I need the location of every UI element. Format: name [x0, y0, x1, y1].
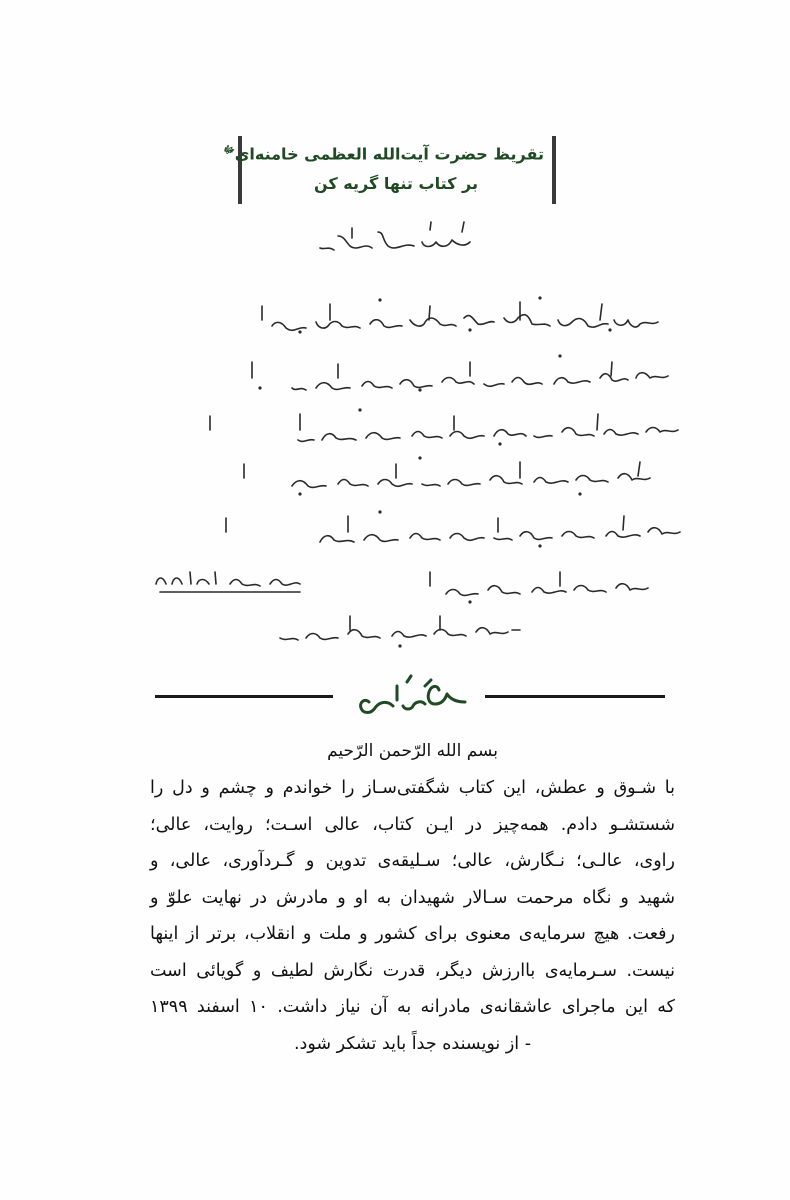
honorific-glyph: ﷻ — [223, 145, 235, 156]
heading-title-line1: تقریظ حضرت آیت‌الله العظمی خامنه‌ای — [234, 144, 544, 164]
signature-divider — [155, 672, 665, 722]
handwritten-line-7 — [280, 616, 520, 640]
handwriting-dots — [258, 296, 611, 647]
divider-rule-left — [155, 695, 333, 698]
handwritten-basmala — [320, 222, 470, 250]
signature-mark — [345, 672, 477, 722]
transcript-line: شهید و نگاه مرحمت سـالار شهیدان به او و مادرش در نهایت علوّ و — [150, 887, 675, 908]
transcript-line: که این ماجرای عاشقانه‌ی مادرانه به آن نیاز داشت. ۱۰ اسفند ۱۳۹۹ — [150, 997, 675, 1017]
heading-line-1 — [223, 136, 544, 169]
handwritten-line-1 — [262, 302, 658, 330]
transcript-line: رفعت. هیچ سرمایه‌ی معنوی برای کشور و ملت و انقلاب، برتر از اینها — [150, 924, 675, 944]
handwritten-line-2 — [252, 362, 668, 390]
taqriz-heading — [223, 132, 556, 208]
transcript-basmala: بسم الله الرّحمن الرّحیم — [327, 741, 498, 761]
handwritten-line-3 — [210, 414, 678, 441]
heading-text — [223, 136, 544, 199]
handwritten-line-5 — [226, 516, 680, 542]
handwritten-line-4 — [244, 462, 650, 487]
transcript-line: با شـوق و عطش، این کتاب شگفتی‌سـاز را خواندم و چشم و دل را — [150, 778, 675, 798]
divider-rule-right — [485, 695, 665, 698]
transcript-line: راوی، عالـی؛ نـگارش، عالی؛ سـلیقه‌ی تدوین و گـردآوری، عالی، و — [150, 851, 675, 871]
typeset-transcription — [150, 732, 675, 1062]
transcript-line: شستشـو دادم. همه‌چیز در ایـن کتاب، عالی اسـت؛ روایت، عالی؛ — [150, 814, 675, 835]
handwritten-line-6 — [156, 572, 648, 595]
heading-line-2: بر کتاب تنها گریه کن — [314, 174, 478, 194]
transcript-line-last: - از نویسنده جداً باید تشکر شود. — [293, 1033, 532, 1054]
transcript-line: نیست. سـرمایه‌ی باارزش دیگر، قدرت نگارش لطیف و گویائی است — [150, 960, 675, 981]
heading-bar-right — [552, 136, 556, 204]
